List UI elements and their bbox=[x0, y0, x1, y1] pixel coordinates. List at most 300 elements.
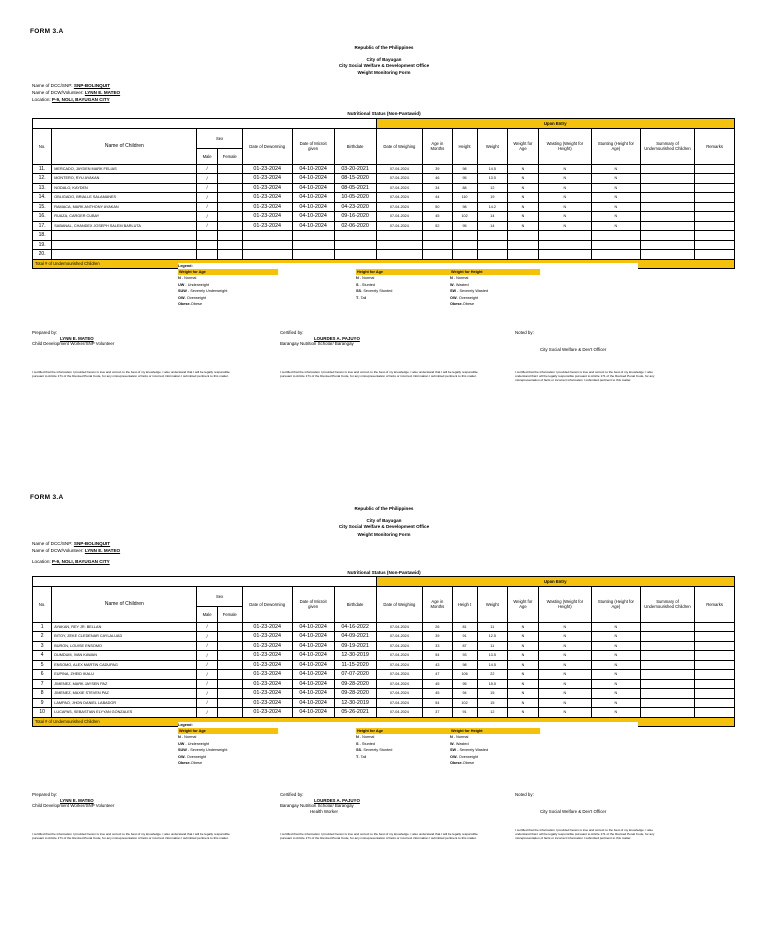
sex-female bbox=[217, 221, 242, 231]
table-row bbox=[33, 221, 735, 231]
preparer-name: LYNN E. MATEO bbox=[60, 335, 94, 341]
legend-item: N - Normal bbox=[178, 276, 197, 281]
birthdate: 04-09-2021 bbox=[334, 632, 376, 642]
stunting: N bbox=[592, 622, 641, 632]
birthdate bbox=[334, 240, 376, 250]
microit-date: 04-10-2024 bbox=[292, 641, 334, 651]
deworming-date: 01-23-2024 bbox=[242, 174, 292, 184]
certified-by-block: Certified by: LOURDES A. PAJUYO Barangay Nutrition Scholar/ Barangay bbox=[280, 330, 360, 347]
age-months: 54 bbox=[423, 698, 452, 708]
sex-male: / bbox=[197, 689, 217, 699]
legend-item: T- Tall bbox=[356, 754, 367, 759]
deworming-date: 01-23-2024 bbox=[242, 679, 292, 689]
microit-date: 04-10-2024 bbox=[292, 202, 334, 212]
col-female: Female bbox=[217, 606, 242, 622]
weight-for-age: N bbox=[508, 660, 539, 670]
birthdate: 08-05-2021 bbox=[334, 183, 376, 193]
form-label: FORM 3.A bbox=[30, 494, 64, 501]
weight: 15 bbox=[477, 698, 508, 708]
sex-female bbox=[217, 689, 242, 699]
summary bbox=[640, 202, 694, 212]
deworming-date: 01-23-2024 bbox=[242, 641, 292, 651]
stunting: N bbox=[592, 641, 641, 651]
weight bbox=[477, 231, 508, 241]
child-name: LUCAPAS, SEBASTIAN ELYYAN GONZALES bbox=[52, 708, 197, 718]
microit-date: 04-10-2024 bbox=[292, 212, 334, 222]
row-no: 18. bbox=[33, 231, 52, 241]
weight-for-age: N bbox=[508, 202, 539, 212]
legend-item: N - Normal bbox=[178, 735, 197, 740]
summary bbox=[640, 164, 694, 174]
summary bbox=[640, 670, 694, 680]
col-sex: Sex bbox=[197, 586, 242, 606]
upon-entry-header: Upon Entry bbox=[376, 577, 734, 587]
header-republic: Republic of the Philippines bbox=[354, 506, 414, 511]
wasting: N bbox=[538, 193, 591, 203]
weight-for-age: N bbox=[508, 221, 539, 231]
weighing-date: 07-04-2024 bbox=[376, 679, 422, 689]
weighing-date: 07-04-2024 bbox=[376, 698, 422, 708]
microit-date bbox=[292, 240, 334, 250]
deworming-date: 01-23-2024 bbox=[242, 660, 292, 670]
birthdate: 07-07-2020 bbox=[334, 670, 376, 680]
height: 94 bbox=[452, 689, 477, 699]
remarks bbox=[695, 632, 735, 642]
table-row bbox=[33, 202, 735, 212]
summary bbox=[640, 651, 694, 661]
col-microit: Date of Microit given bbox=[292, 128, 334, 164]
table-body bbox=[33, 622, 735, 717]
deworming-date bbox=[242, 231, 292, 241]
height: 98 bbox=[452, 202, 477, 212]
sex-male: / bbox=[197, 641, 217, 651]
sex-male: / bbox=[197, 698, 217, 708]
sex-male: / bbox=[197, 660, 217, 670]
weight-for-age: N bbox=[508, 193, 539, 203]
age-months: 50 bbox=[423, 202, 452, 212]
weight: 22 bbox=[477, 670, 508, 680]
age-months: 39 bbox=[423, 164, 452, 174]
birthdate bbox=[334, 231, 376, 241]
row-no: 12. bbox=[33, 174, 52, 184]
legend-item: N - Normal bbox=[450, 735, 469, 740]
birthdate: 11-15-2020 bbox=[334, 660, 376, 670]
weighing-date bbox=[376, 231, 422, 241]
birthdate: 02-06-2020 bbox=[334, 221, 376, 231]
row-no: 20. bbox=[33, 250, 52, 260]
height: 98 bbox=[452, 164, 477, 174]
certified-by-block: Certified by: LOURDES A. PAJUYO Barangay Nutrition Scholar/ Barangay Health Worker bbox=[280, 792, 360, 814]
weight-for-age: N bbox=[508, 689, 539, 699]
weight: 13.5 bbox=[477, 174, 508, 184]
sex-female bbox=[217, 670, 242, 680]
child-name: LAMPAO, JHON DANIEL LABADOR bbox=[52, 698, 197, 708]
remarks bbox=[695, 164, 735, 174]
stunting: N bbox=[592, 670, 641, 680]
sex-female bbox=[217, 202, 242, 212]
microit-date: 04-10-2024 bbox=[292, 632, 334, 642]
form-2 bbox=[0, 466, 768, 932]
weighing-date: 07-04-2024 bbox=[376, 193, 422, 203]
dcc-line: Name of DCC/SNP: SNP-BOLINQUIT bbox=[32, 83, 111, 88]
microit-date: 04-10-2024 bbox=[292, 670, 334, 680]
sex-male bbox=[197, 231, 217, 241]
wasting: N bbox=[538, 670, 591, 680]
height: 95 bbox=[452, 679, 477, 689]
weight-for-age: N bbox=[508, 164, 539, 174]
remarks bbox=[695, 622, 735, 632]
weighing-date bbox=[376, 240, 422, 250]
noter-role: City Social Welfare & Dev't Officer bbox=[540, 346, 607, 352]
col-no: No. bbox=[33, 586, 52, 622]
deworming-date bbox=[242, 250, 292, 260]
sex-male: / bbox=[197, 622, 217, 632]
stunting: N bbox=[592, 632, 641, 642]
weighing-date: 07-04-2024 bbox=[376, 670, 422, 680]
microit-date: 04-10-2024 bbox=[292, 689, 334, 699]
height: 102 bbox=[452, 212, 477, 222]
birthdate: 09-16-2020 bbox=[334, 212, 376, 222]
sex-male: / bbox=[197, 183, 217, 193]
sex-female bbox=[217, 183, 242, 193]
dcw-line: Name of DCW/Volunteer: LYNN E. MATEO bbox=[32, 548, 121, 553]
upon-entry-header: Upon Entry bbox=[376, 119, 734, 129]
cert-text-3: I certified that the information I provided herein is true and correct to the best of my knowledge. I also understand that I will be legally responsible pursuant to Article 171 of the Revised Penal Code, for any misrepresentation of facts or incorrect information I submitted pertinent to this matter. bbox=[515, 828, 655, 841]
summary bbox=[640, 250, 694, 260]
noter-role: City Social Welfare & Dev't Officer bbox=[540, 808, 607, 814]
deworming-date: 01-23-2024 bbox=[242, 193, 292, 203]
noted-by-block: Noted by: City Social Welfare & Dev't Officer bbox=[515, 792, 607, 814]
summary bbox=[640, 221, 694, 231]
weight-for-age: N bbox=[508, 212, 539, 222]
table-row bbox=[33, 240, 735, 250]
age-months: 54 bbox=[423, 651, 452, 661]
nutritional-status-title: Nutritional Status (Non-Pantawid) bbox=[347, 570, 421, 575]
weight-for-age: N bbox=[508, 641, 539, 651]
remarks bbox=[695, 212, 735, 222]
summary bbox=[640, 679, 694, 689]
weight: 12 bbox=[477, 183, 508, 193]
age-months: 43 bbox=[423, 660, 452, 670]
stunting bbox=[592, 250, 641, 260]
preparer-role: Child Development Worker/SNP Volunteer bbox=[32, 803, 115, 809]
legend-weight-for-height: Weight for Height N - Normal W- Wasted SW - Severely Wasted OW- Overweight Obese-Obese bbox=[450, 728, 540, 766]
child-name: JIMENEZ, MAXIE STEVEN PAZ bbox=[52, 689, 197, 699]
height bbox=[452, 250, 477, 260]
weighing-date: 07-04-2024 bbox=[376, 183, 422, 193]
total-undernourished: Total # of Undernourished Children bbox=[33, 717, 735, 727]
weight-for-age bbox=[508, 231, 539, 241]
weight: 11 bbox=[477, 622, 508, 632]
height: 91 bbox=[452, 632, 477, 642]
summary bbox=[640, 641, 694, 651]
col-remarks: Remarks bbox=[695, 128, 735, 164]
header-form-title: Weight Monitoring Form bbox=[357, 532, 411, 537]
weight bbox=[477, 240, 508, 250]
weight: 14.5 bbox=[477, 164, 508, 174]
wasting: N bbox=[538, 679, 591, 689]
birthdate: 08-15-2020 bbox=[334, 174, 376, 184]
nutritional-status-title: Nutritional Status (Non-Pantawid) bbox=[347, 111, 421, 116]
child-name bbox=[52, 231, 197, 241]
remarks bbox=[695, 202, 735, 212]
weight-for-age: N bbox=[508, 670, 539, 680]
deworming-date: 01-23-2024 bbox=[242, 212, 292, 222]
weighing-date: 07-04-2024 bbox=[376, 660, 422, 670]
col-no: No. bbox=[33, 128, 52, 164]
height: 102 bbox=[452, 698, 477, 708]
col-wasting: Wasting (Weight for Height) bbox=[538, 128, 591, 164]
col-name: Name of Children bbox=[52, 128, 197, 164]
summary bbox=[640, 632, 694, 642]
weight: 12 bbox=[477, 708, 508, 718]
weight: 15 bbox=[477, 689, 508, 699]
legend-item: UW - Underweight bbox=[178, 741, 210, 746]
age-months bbox=[423, 250, 452, 260]
microit-date: 04-10-2024 bbox=[292, 183, 334, 193]
stunting: N bbox=[592, 679, 641, 689]
col-height: Height bbox=[452, 128, 477, 164]
child-name: EUPINA, ZHEID IKALU bbox=[52, 670, 197, 680]
remarks bbox=[695, 193, 735, 203]
legend-height-for-age: Height for Age N - Normal S - Stunted SS- Severely Stunted T- Tall bbox=[356, 269, 456, 301]
summary bbox=[640, 174, 694, 184]
row-no: 13. bbox=[33, 183, 52, 193]
stunting bbox=[592, 231, 641, 241]
dcc-line: Name of DCC/SNP: SNP-BOLINQUIT bbox=[32, 541, 111, 546]
row-no: 15. bbox=[33, 202, 52, 212]
row-no: 3 bbox=[33, 641, 52, 651]
sex-female bbox=[217, 641, 242, 651]
stunting: N bbox=[592, 221, 641, 231]
sex-female bbox=[217, 174, 242, 184]
row-no: 16. bbox=[33, 212, 52, 222]
child-name: ENSOMO, ALEX MARTIN CADUPAG bbox=[52, 660, 197, 670]
prepared-by-block: Prepared by: LYNN E. MATEO Child Development Worker/SNP Volunteer bbox=[32, 330, 115, 347]
microit-date bbox=[292, 231, 334, 241]
wasting: N bbox=[538, 174, 591, 184]
certifier-name: LOURDES A. PAJUYO bbox=[314, 797, 360, 803]
height bbox=[452, 231, 477, 241]
microit-date: 04-10-2024 bbox=[292, 651, 334, 661]
prepared-by-block: Prepared by: LYNN E. MATEO Child Development Worker/SNP Volunteer bbox=[32, 792, 115, 809]
legend-item: SUW - Severely Underweight bbox=[178, 748, 228, 753]
header-republic: Republic of the Philippines bbox=[354, 45, 414, 50]
weight: 15.5 bbox=[477, 679, 508, 689]
legend-item: SS- Severely Stunted bbox=[356, 289, 393, 294]
legend-item: N - Normal bbox=[356, 276, 375, 281]
legend-item: T- Tall bbox=[356, 295, 367, 300]
table-row bbox=[33, 670, 735, 680]
height: 93 bbox=[452, 651, 477, 661]
stunting bbox=[592, 240, 641, 250]
summary bbox=[640, 240, 694, 250]
stunting: N bbox=[592, 708, 641, 718]
legend-title: Legend: bbox=[178, 723, 193, 727]
height: 110 bbox=[452, 193, 477, 203]
sex-male: / bbox=[197, 212, 217, 222]
height: 95 bbox=[452, 221, 477, 231]
col-weight: Weight bbox=[477, 586, 508, 622]
microit-date: 04-10-2024 bbox=[292, 174, 334, 184]
sex-female bbox=[217, 164, 242, 174]
sex-male: / bbox=[197, 670, 217, 680]
wasting: N bbox=[538, 622, 591, 632]
stunting: N bbox=[592, 164, 641, 174]
legend-item: UW - Underweight bbox=[178, 282, 210, 287]
legend-item: OW- Overweight bbox=[450, 754, 479, 759]
stunting: N bbox=[592, 698, 641, 708]
preparer-role: Child Development Worker/SNP Volunteer bbox=[32, 341, 115, 347]
stunting: N bbox=[592, 689, 641, 699]
stunting: N bbox=[592, 183, 641, 193]
row-no: 10 bbox=[33, 708, 52, 718]
table-row bbox=[33, 660, 735, 670]
stunting: N bbox=[592, 212, 641, 222]
weight bbox=[477, 250, 508, 260]
wasting: N bbox=[538, 651, 591, 661]
weighing-date: 07-04-2024 bbox=[376, 202, 422, 212]
weighing-date: 07-04-2024 bbox=[376, 708, 422, 718]
remarks bbox=[695, 670, 735, 680]
child-name: MERCADO, JAYDEN MARK FELIAS bbox=[52, 164, 197, 174]
height: 106 bbox=[452, 670, 477, 680]
sex-male: / bbox=[197, 193, 217, 203]
wasting: N bbox=[538, 202, 591, 212]
child-name: BURON, LOUISE ENSOMO bbox=[52, 641, 197, 651]
stunting: N bbox=[592, 193, 641, 203]
deworming-date: 01-23-2024 bbox=[242, 164, 292, 174]
age-months: 45 bbox=[423, 689, 452, 699]
weight-for-age bbox=[508, 250, 539, 260]
weight-for-age: N bbox=[508, 622, 539, 632]
row-no: 1 bbox=[33, 622, 52, 632]
summary bbox=[640, 212, 694, 222]
legend bbox=[178, 263, 638, 308]
col-stunting: Stunting (Height for Age) bbox=[592, 128, 641, 164]
sex-male: / bbox=[197, 632, 217, 642]
age-months: 37 bbox=[423, 708, 452, 718]
birthdate: 09-28-2020 bbox=[334, 679, 376, 689]
children-table bbox=[32, 576, 735, 727]
cert-text-2: I certified that the information I provided herein is true and correct to the best of my knowledge. I also understand that I will be legally responsible pursuant to Article 171 of the Revised Penal Code, for any misrepresentation of facts or incorrect information I submitted pertinent to this matter. bbox=[280, 832, 478, 841]
table-row bbox=[33, 183, 735, 193]
col-remarks: Remarks bbox=[695, 586, 735, 622]
birthdate: 10-05-2020 bbox=[334, 193, 376, 203]
sex-female bbox=[217, 212, 242, 222]
sex-male: / bbox=[197, 221, 217, 231]
header-office: City Social Welfare & Development Office bbox=[338, 63, 430, 68]
birthdate: 05-26-2021 bbox=[334, 708, 376, 718]
col-male: Male bbox=[197, 148, 217, 164]
child-name: SABANAL, CHANDEX JOSEPH SALEM BARLUTA bbox=[52, 221, 197, 231]
age-months: 52 bbox=[423, 221, 452, 231]
table-row bbox=[33, 689, 735, 699]
table-row bbox=[33, 632, 735, 642]
sex-male: / bbox=[197, 679, 217, 689]
col-age: Age in Months bbox=[423, 586, 452, 622]
remarks bbox=[695, 679, 735, 689]
certifier-name: LOURDES A. PAJUYO bbox=[314, 335, 360, 341]
age-months: 34 bbox=[423, 183, 452, 193]
col-weight-for-age: Weight for Age bbox=[508, 128, 539, 164]
birthdate: 12-30-2019 bbox=[334, 651, 376, 661]
deworming-date: 01-23-2024 bbox=[242, 622, 292, 632]
wasting: N bbox=[538, 164, 591, 174]
row-no: 8 bbox=[33, 689, 52, 699]
wasting bbox=[538, 240, 591, 250]
table-row bbox=[33, 679, 735, 689]
col-weight-for-age: Weight for Age bbox=[508, 586, 539, 622]
microit-date: 04-10-2024 bbox=[292, 622, 334, 632]
age-months: 45 bbox=[423, 212, 452, 222]
col-female: Female bbox=[217, 148, 242, 164]
table-row bbox=[33, 231, 735, 241]
weighing-date: 07-04-2024 bbox=[376, 651, 422, 661]
legend-weight-for-age: Weight for Age N - Normal UW - Underweight SUW - Severely Underweight OW- Overweight Obese-Obese bbox=[178, 269, 278, 307]
sex-female bbox=[217, 660, 242, 670]
legend-item: SW - Severely Wasted bbox=[450, 289, 489, 294]
wasting: N bbox=[538, 689, 591, 699]
row-no: 7 bbox=[33, 679, 52, 689]
height: 91 bbox=[452, 708, 477, 718]
summary bbox=[640, 183, 694, 193]
wasting: N bbox=[538, 183, 591, 193]
col-height: Heigh t bbox=[452, 586, 477, 622]
age-months: 46 bbox=[423, 174, 452, 184]
legend-item: W- Wasted bbox=[450, 282, 469, 287]
height bbox=[452, 240, 477, 250]
remarks bbox=[695, 174, 735, 184]
cert-text-1: I certified that the information I provided herein is true and correct to the best of my knowledge. I also understand that I will be legally responsible pursuant to Article 171 of the Revised Penal Code, for any misrepresentation of facts or incorrect information I submitted pertinent to this matter. bbox=[32, 370, 230, 379]
legend-item: SW - Severely Wasted bbox=[450, 748, 489, 753]
deworming-date: 01-23-2024 bbox=[242, 651, 292, 661]
col-microit: Date of Microit given bbox=[292, 586, 334, 622]
wasting: N bbox=[538, 221, 591, 231]
legend-item: OW- Overweight bbox=[450, 295, 479, 300]
legend bbox=[178, 722, 638, 767]
col-summary: Summary of Undernourished Children bbox=[640, 128, 694, 164]
sex-female bbox=[217, 651, 242, 661]
weighing-date: 07-04-2024 bbox=[376, 632, 422, 642]
wasting: N bbox=[538, 641, 591, 651]
weight: 11 bbox=[477, 641, 508, 651]
stunting: N bbox=[592, 660, 641, 670]
child-name: AYAKAN, REY JR. BELLAN bbox=[52, 622, 197, 632]
weighing-date: 07-04-2024 bbox=[376, 641, 422, 651]
sex-male: / bbox=[197, 164, 217, 174]
weight-for-age: N bbox=[508, 183, 539, 193]
table-body bbox=[33, 164, 735, 259]
weight-for-age: N bbox=[508, 679, 539, 689]
deworming-date: 01-23-2024 bbox=[242, 708, 292, 718]
wasting: N bbox=[538, 632, 591, 642]
sex-female bbox=[217, 622, 242, 632]
col-wasting: Wasting (Weight for Height) bbox=[538, 586, 591, 622]
age-months: 26 bbox=[423, 622, 452, 632]
remarks bbox=[695, 660, 735, 670]
remarks bbox=[695, 221, 735, 231]
weight-for-age: N bbox=[508, 651, 539, 661]
total-undernourished: Total # of Undernourished Children bbox=[33, 259, 735, 269]
age-months: 45 bbox=[423, 679, 452, 689]
legend-item: Obese-Obese bbox=[178, 302, 203, 307]
microit-date: 04-10-2024 bbox=[292, 164, 334, 174]
child-name: DUMDUM, IVAN KAWAN bbox=[52, 651, 197, 661]
child-name: MONTERO, RYU AYAKAN bbox=[52, 174, 197, 184]
birthdate: 04-23-2020 bbox=[334, 202, 376, 212]
wasting bbox=[538, 231, 591, 241]
